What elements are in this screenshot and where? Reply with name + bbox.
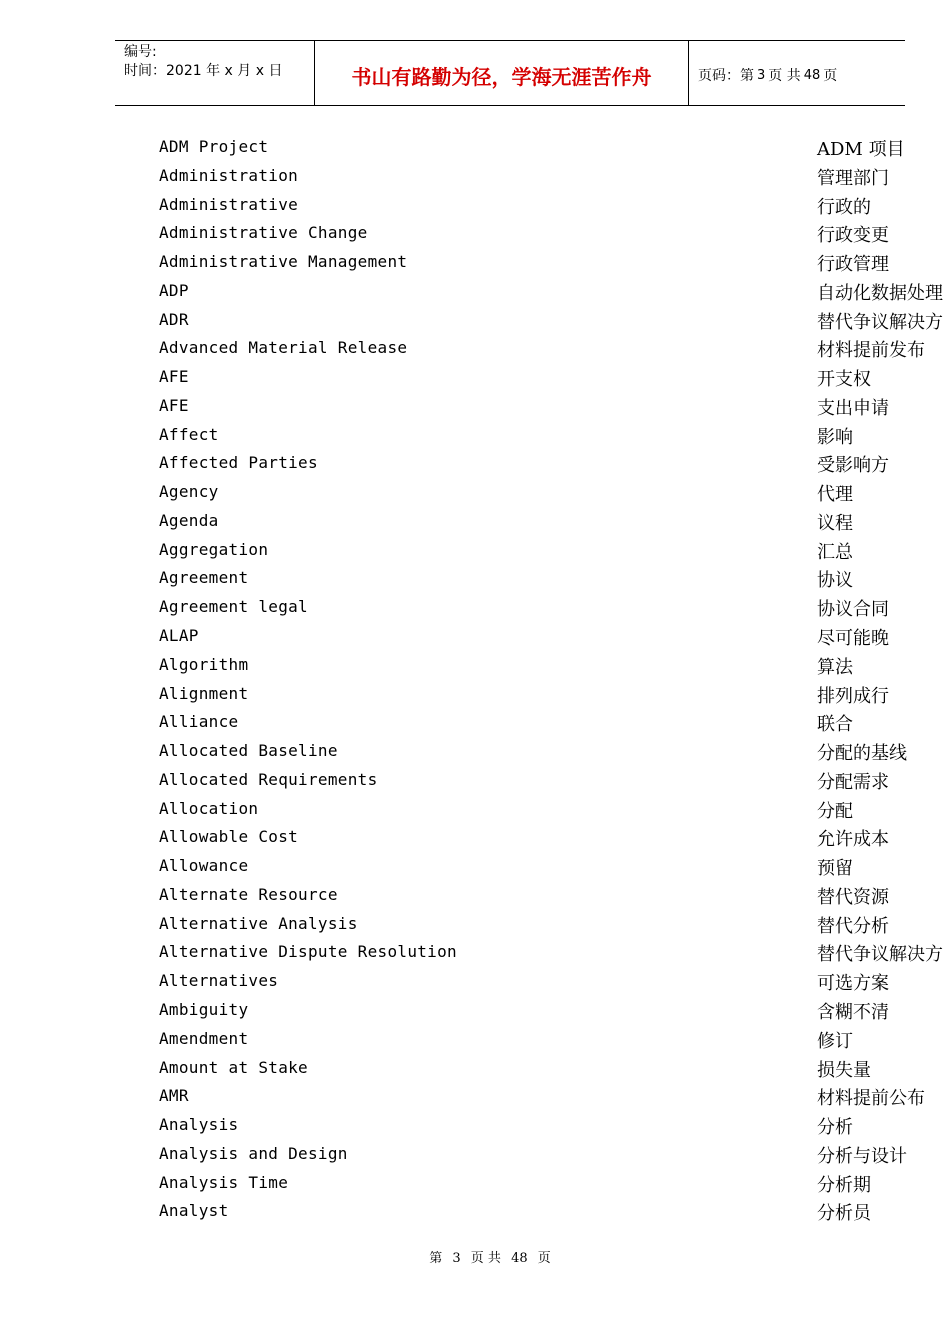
glossary-entry: [0, 623, 950, 652]
header-page-total: 48: [803, 67, 821, 83]
glossary-translation: 分析与设计: [817, 1145, 907, 1167]
glossary-term: Agenda: [159, 510, 219, 530]
header-page-prefix: 页码：第: [698, 68, 754, 84]
footer-total-pages: 48: [511, 1251, 528, 1266]
glossary-term: ADR: [159, 309, 189, 329]
glossary-term: Allowance: [159, 856, 249, 876]
glossary-term: ADM Project: [159, 137, 269, 156]
footer-mid: 页 共: [470, 1251, 501, 1266]
glossary-entry: [0, 939, 950, 968]
glossary-translation: 代理: [817, 484, 853, 506]
glossary-term: Administration: [159, 165, 299, 185]
page-footer: [0, 1247, 950, 1266]
glossary-term: Ambiguity: [159, 999, 249, 1019]
glossary-entry: [0, 450, 950, 479]
glossary-translation: 支出申请: [817, 397, 889, 419]
glossary-term: Analysis Time: [159, 1172, 289, 1192]
glossary-term: Allocated Baseline: [159, 741, 338, 761]
glossary-translation: 算法: [817, 656, 853, 678]
glossary-entry: [0, 1112, 950, 1141]
glossary-entry: [0, 422, 950, 451]
glossary-term: Administrative Change: [159, 223, 368, 243]
glossary-term: Affect: [159, 424, 219, 444]
glossary-translation: 行政管理: [817, 254, 889, 276]
glossary-term: Analysis: [159, 1115, 239, 1135]
glossary-entry: [0, 393, 950, 422]
glossary-entry: [0, 335, 950, 364]
glossary-translation: 开支权: [817, 369, 871, 391]
glossary-entry: [0, 968, 950, 997]
glossary-translation: 材料提前发布: [817, 340, 925, 362]
glossary-term: Administrative Management: [159, 252, 408, 272]
glossary-translation: 议程: [817, 512, 853, 534]
glossary-entry: [0, 134, 950, 163]
glossary-list: [0, 134, 950, 1227]
glossary-term: AFE: [159, 367, 189, 387]
page-header: [115, 40, 905, 106]
glossary-entry: [0, 738, 950, 767]
header-motto: 书山有路勤为径，学海无涯苦作舟: [315, 41, 689, 105]
footer-prefix: 第: [429, 1251, 443, 1266]
glossary-term: Aggregation: [159, 539, 269, 559]
glossary-entry: [0, 652, 950, 681]
glossary-translation: 替代分析: [817, 915, 889, 937]
glossary-entry: [0, 1198, 950, 1227]
glossary-entry: [0, 1083, 950, 1112]
glossary-translation: 分配的基线: [817, 743, 907, 765]
glossary-entry: [0, 249, 950, 278]
glossary-term: Affected Parties: [159, 453, 318, 473]
glossary-entry: [0, 508, 950, 537]
glossary-entry: [0, 824, 950, 853]
glossary-translation: 协议: [817, 570, 853, 592]
glossary-term: AMR: [159, 1086, 189, 1106]
glossary-entry: [0, 220, 950, 249]
glossary-term: Amendment: [159, 1028, 249, 1048]
glossary-translation: 允许成本: [817, 829, 889, 851]
glossary-term: Agreement legal: [159, 597, 308, 617]
glossary-translation: 替代争议解决方: [817, 944, 943, 966]
header-page-indicator: [689, 41, 905, 105]
glossary-term: Allowable Cost: [159, 827, 299, 847]
glossary-entry: [0, 681, 950, 710]
glossary-entry: [0, 1055, 950, 1084]
header-page-mid: 页 共: [768, 68, 801, 84]
glossary-entry: [0, 1141, 950, 1170]
glossary-term: AFE: [159, 395, 189, 415]
glossary-entry: [0, 853, 950, 882]
glossary-translation: 材料提前公布: [817, 1088, 925, 1110]
glossary-entry: [0, 307, 950, 336]
glossary-entry: [0, 911, 950, 940]
glossary-translation: 分配: [817, 800, 853, 822]
glossary-translation: 修订: [817, 1030, 853, 1052]
glossary-translation: 管理部门: [817, 167, 889, 189]
glossary-entry: [0, 997, 950, 1026]
glossary-translation: 分配需求: [817, 771, 889, 793]
glossary-entry: [0, 1170, 950, 1199]
glossary-term: Alternative Dispute Resolution: [159, 942, 457, 962]
glossary-term: ALAP: [159, 626, 199, 646]
glossary-term: Administrative: [159, 194, 299, 214]
glossary-entry: [0, 364, 950, 393]
glossary-entry: [0, 709, 950, 738]
glossary-translation: 可选方案: [817, 973, 889, 995]
glossary-entry: [0, 594, 950, 623]
header-page-current: 3: [757, 67, 766, 83]
glossary-translation: 分析员: [817, 1203, 871, 1225]
glossary-translation: 尽可能晚: [817, 628, 889, 650]
glossary-entry: [0, 537, 950, 566]
footer-suffix: 页: [537, 1251, 551, 1266]
glossary-term: Agency: [159, 482, 219, 502]
glossary-translation: 损失量: [817, 1059, 871, 1081]
glossary-entry: [0, 882, 950, 911]
glossary-translation: 分析: [817, 1117, 853, 1139]
glossary-term: Alternate Resource: [159, 884, 338, 904]
glossary-term: Algorithm: [159, 654, 249, 674]
header-page-suffix: 页: [823, 68, 838, 84]
glossary-translation: 影响: [817, 426, 853, 448]
glossary-translation: 受影响方: [817, 455, 889, 477]
glossary-translation: 联合: [817, 714, 853, 736]
glossary-translation: ADM 项目: [817, 139, 905, 160]
glossary-entry: [0, 278, 950, 307]
glossary-entry: [0, 796, 950, 825]
glossary-translation: 排列成行: [817, 685, 889, 707]
glossary-entry: [0, 192, 950, 221]
glossary-term: ADP: [159, 280, 189, 300]
glossary-translation: 替代资源: [817, 886, 889, 908]
glossary-term: Advanced Material Release: [159, 338, 408, 358]
glossary-entry: [0, 479, 950, 508]
glossary-term: Alternative Analysis: [159, 913, 358, 933]
glossary-entry: [0, 1026, 950, 1055]
glossary-term: Analysis and Design: [159, 1143, 348, 1163]
glossary-entry: [0, 565, 950, 594]
glossary-term: Agreement: [159, 568, 249, 588]
glossary-translation: 替代争议解决方: [817, 311, 943, 333]
glossary-translation: 汇总: [817, 541, 853, 563]
document-number-label: 编号:: [124, 44, 157, 60]
glossary-entry: [0, 767, 950, 796]
glossary-term: Amount at Stake: [159, 1057, 308, 1077]
glossary-translation: 行政变更: [817, 225, 889, 247]
footer-current-page: 3: [452, 1251, 461, 1266]
glossary-term: Alignment: [159, 683, 249, 703]
glossary-translation: 行政的: [817, 196, 871, 218]
glossary-term: Allocation: [159, 798, 259, 818]
glossary-term: Alternatives: [159, 971, 279, 991]
glossary-entry: [0, 163, 950, 192]
glossary-term: Analyst: [159, 1201, 229, 1221]
glossary-term: Alliance: [159, 712, 239, 732]
glossary-term: Allocated Requirements: [159, 769, 378, 789]
document-time-label: 时间：2021 年 x 月 x 日: [124, 63, 283, 79]
glossary-translation: 协议合同: [817, 599, 889, 621]
glossary-translation: 自动化数据处理: [817, 282, 943, 304]
header-meta: [115, 41, 315, 105]
glossary-translation: 预留: [817, 858, 853, 880]
glossary-translation: 分析期: [817, 1174, 871, 1196]
glossary-translation: 含糊不清: [817, 1001, 889, 1023]
